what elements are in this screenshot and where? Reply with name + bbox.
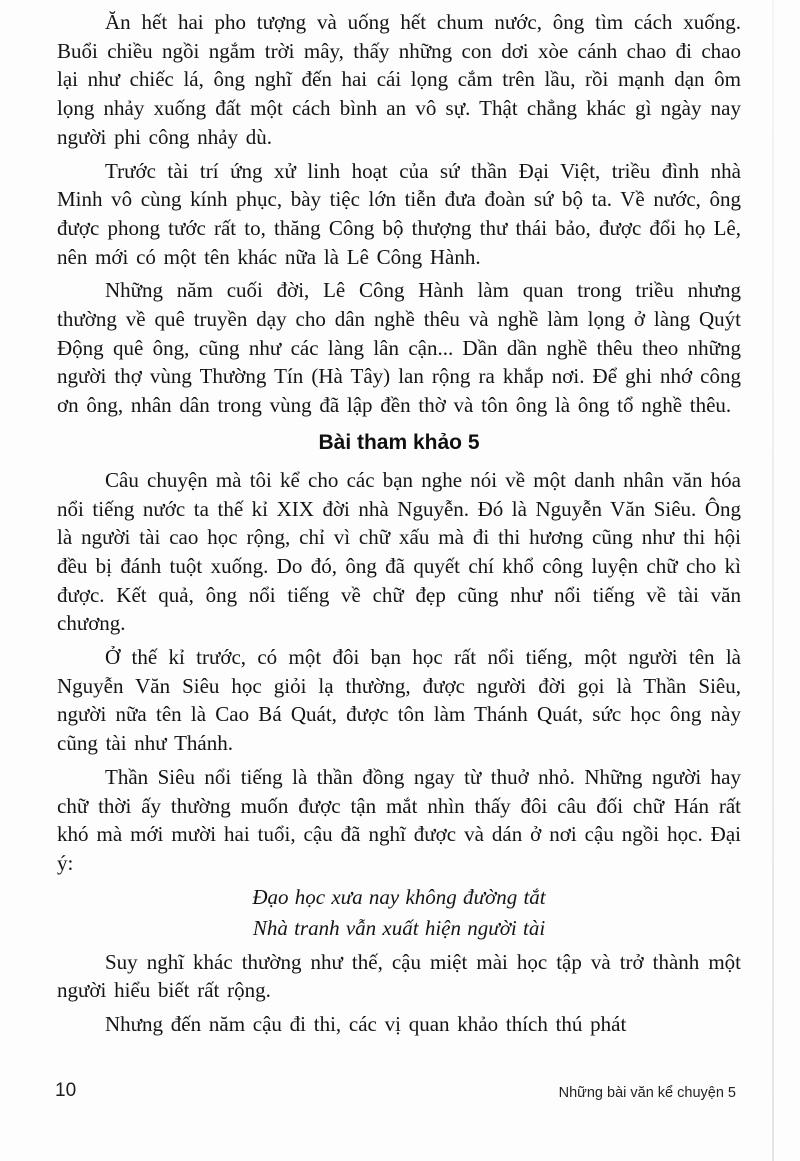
paragraph: Nhưng đến năm cậu đi thi, các vị quan khảo thích thú phát (105, 1012, 627, 1037)
paragraph: Những năm cuối đời, Lê Công Hành làm quan trong triều nhưng thường về quê truyền dạy cho dân nghề thêu và nghề làm lọng ở làng Quýt Động quê ông, cũng như các làng lân cận... Dần dần nghề thêu theo những người thợ vùng Thường Tín (Hà Tây) lan rộng ra khắp nơi. Để ghi nhớ công ơn ông, nhân dân trong vùng đã lập đền thờ và tôn ông là ông tổ nghề thêu. (57, 278, 741, 418)
paragraph: Ở thế kỉ trước, có một đôi bạn học rất nổi tiếng, một người tên là Nguyễn Văn Siêu học giỏi lạ thường, được người đời gọi là Thần Siêu, người nữa tên là Cao Bá Quát, được tôn làm Thánh Quát, sức học ông này cũng tài như Thánh. (57, 645, 741, 756)
page-text-block (57, 8, 741, 1044)
running-footer-book-title: Những bài văn kể chuyện 5 (558, 1085, 736, 1101)
section-heading: Bài tham khảo 5 (318, 430, 480, 454)
paragraph: Ăn hết hai pho tượng và uống hết chum nước, ông tìm cách xuống. Buổi chiều ngồi ngắm trời mây, thấy những con dơi xòe cánh chao đi chao lại như chiếc lá, ông nghĩ đến hai cái lọng cắm trên lầu, rồi mạnh dạn ôm lọng nhảy xuống đất một cách bình an vô sự. Thật chẳng khác gì ngày nay người phi công nhảy dù. (57, 10, 741, 149)
paragraph: Trước tài trí ứng xử linh hoạt của sứ thần Đại Việt, triều đình nhà Minh vô cùng kính phục, bày tiệc lớn tiễn đưa đoàn sứ bộ ta. Về nước, ông được phong tước rất to, thăng Công bộ thượng thư thái bảo, được đổi họ Lê, nên mới có một tên khác nữa là Lê Công Hành. (57, 158, 741, 269)
verse-line: Đạo học xưa nay không đường tắt (252, 884, 546, 909)
paragraph: Thần Siêu nổi tiếng là thần đồng ngay từ thuở nhỏ. Những người hay chữ thời ấy thường muốn được tận mắt nhìn thấy đôi câu đối chữ Hán rất khó mà mới mười hai tuổi, cậu đã nghĩ được và dán ở nơi cậu ngồi học. Đại ý: (57, 764, 741, 875)
paragraph: Suy nghĩ khác thường như thế, cậu miệt mài học tập và trở thành một người hiểu biết rất rộng. (57, 949, 741, 1003)
scan-edge-artifact (772, 0, 774, 1161)
paragraph: Câu chuyện mà tôi kể cho các bạn nghe nói về một danh nhân văn hóa nổi tiếng nước ta thế kỉ XIX đời nhà Nguyễn. Đó là Nguyễn Văn Siêu. Ông là người tài cao học rộng, chỉ vì chữ xấu mà đi thi hương cũng như thi hội đều bị đánh tuột xuống. Do đó, ông đã quyết chí khổ công luyện chữ cho kì được. Kết quả, ông nổi tiếng về chữ đẹp cũng như nổi tiếng về tài văn chương. (57, 467, 741, 636)
verse-line: Nhà tranh vẫn xuất hiện người tài (252, 915, 546, 940)
page-number: 10 (55, 1080, 77, 1101)
